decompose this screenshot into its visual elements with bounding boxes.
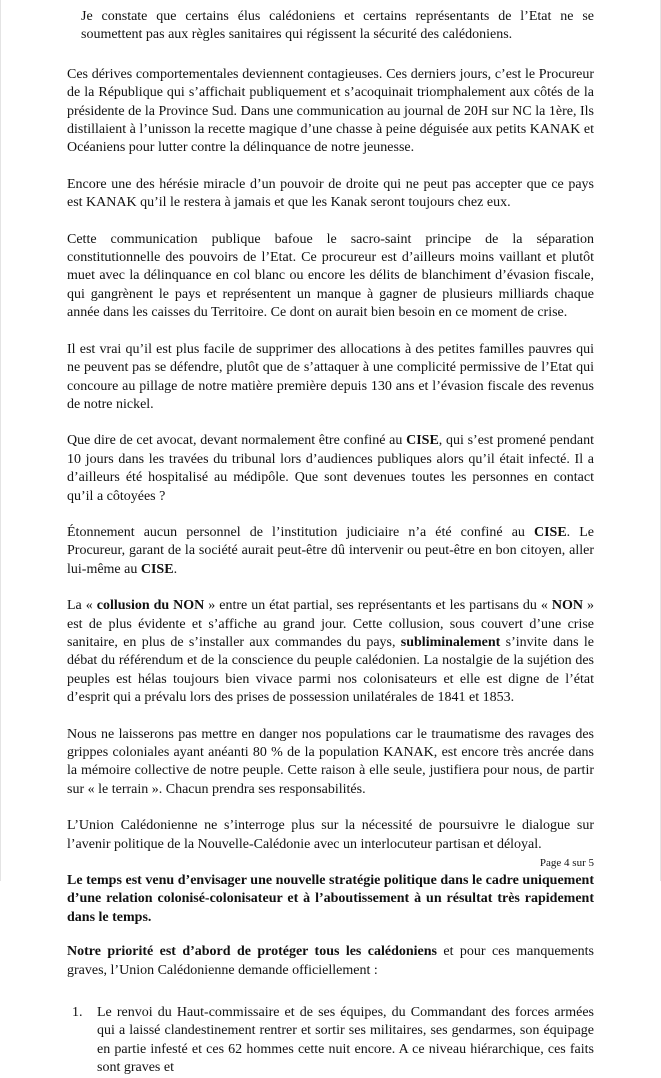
paragraph-priority: [67, 943, 594, 980]
paragraph-heresy: Encore une des hérésie miracle d’un pouvoir de droite qui ne peut pas accepter que ce pays est KANAK qu’il le restera à jamais et que les Kanak seront toujours chez eux.: [67, 176, 594, 211]
paragraph-judiciary: [67, 524, 594, 579]
bold-cise: CISE: [406, 433, 439, 449]
list-item: [67, 1004, 594, 1078]
text-segment: s’invite dans le débat du référendum et de la conscience du peuple calédonien. La nostalgie de la sujétion des peuples est hélas toujours bien vivace parmi nos colonisateurs et elle est digne de l’état d’esprit qui a prévalu lors des prises de possession unilatérales de 1841 et 1853.: [67, 634, 594, 706]
paragraph-collusion: [67, 597, 594, 707]
bold-cise: CISE: [140, 561, 174, 577]
text-segment: La «: [67, 598, 97, 614]
text-segment: , qui s’est promené pendant 10 jours dans les travées du tribunal lors d’audiences publiques alors qu’il était infecté. Il a d’ailleurs été hospitalisé au médipôle. Que sont devenues toutes les personnes en contact qu’il a côtoyées ?: [67, 433, 594, 504]
text-segment: .: [173, 561, 178, 577]
demands-list: [67, 1004, 594, 1078]
bold-cise: CISE: [533, 524, 567, 540]
paragraph-separation-powers: Cette communication publique bafoue le sacro-saint principe de la séparation constitutionnelle des pouvoirs de l’Etat. Ce procureur est d’ailleurs moins vaillant et plutôt muet avec la délinquance en col blanc ou encore les délits de blanchiment d’évasion fiscale, qui gangrènent le pays et représentent un manque à gagner de plusieurs milliards chaque année dans les caisses du Territoire. Ce dont on aurait bien besoin en ce moment de crise.: [67, 231, 594, 321]
text-segment: Que dire de cet avocat, devant normalement être confiné au: [67, 433, 407, 449]
list-item-number: 1.: [72, 1005, 83, 1021]
paragraph-new-strategy: Le temps est venu d’envisager une nouvelle stratégie politique dans le cadre uniquement d’une relation colonisé-colonisateur et à l’aboutissement à un résultat très rapidement dans le temps.: [67, 873, 594, 925]
paragraph-dialogue: L’Union Calédonienne ne s’interroge plus sur la nécessité de poursuivre le dialogue sur l’avenir politique de la Nouvelle-Calédonie avec un interlocuteur partisan et déloyal.: [67, 818, 594, 852]
text-segment: » entre un état partial, ses représentants et les partisans du «: [204, 598, 552, 614]
bold-subliminalement: subliminalement: [400, 634, 501, 650]
bold-non: NON: [551, 598, 584, 614]
paragraph-intro: Je constate que certains élus calédoniens et certains représentants de l’Etat ne se soumettent pas aux règles sanitaires qui régissent la sécurité des calédoniens.: [81, 9, 594, 43]
list-item-text: Le renvoi du Haut-commissaire et de ses équipes, du Commandant des forces armées qui a laissé clandestinement rentrer et sortir ses militaires, ses gendarmes, son équipage en partie infesté et ces 62 hommes cette nuit encore. A ce niveau hiérarchique, ces faits sont graves et: [97, 1005, 594, 1076]
paragraph-contagious: Ces dérives comportementales deviennent contagieuses. Ces derniers jours, c’est le Procureur de la République qui s’affichait publiquement et s’acoquinait triomphalement aux côtés de la présidente de la Province Sud. Dans une communication au journal de 20H sur NC la 1ère, Ils distillaient à l’unisson la recette magique d’une chasse à peine déguisée aux petits KANAK et Océaniens pour lutter contre la délinquance de notre jeunesse.: [67, 66, 594, 156]
page-number: Page 4 sur 5: [539, 857, 594, 869]
paragraph-populations: Nous ne laisserons pas mettre en danger nos populations car le traumatisme des ravages des grippes coloniales ayant anéanti 80 % de la population KANAK, est encore très ancrée dans la mémoire collective de notre peuple. Cette raison à elle seule, justifiera pour nous, de partir sur « le terrain ». Chacun prendra ses responsabilités.: [67, 726, 594, 797]
text-segment: » est de plus évidente et s’affiche au grand jour. Cette collusion, sous couvert d’une crise sanitaire, en plus de s’installer aux commandes du pays,: [67, 598, 595, 650]
text-segment: . Le Procureur, garant de la société aurait peut-être dû intervenir ou peut-être en bon citoyen, aller lui-même au: [67, 524, 595, 577]
paragraph-lawyer: [67, 432, 594, 506]
bold-collusion-non: collusion du NON: [96, 598, 205, 614]
text-segment: et pour ces manquements graves, l’Union Calédonienne demande officiellement :: [67, 944, 594, 978]
paragraph-allocations: Il est vrai qu’il est plus facile de supprimer des allocations à des petites familles pauvres qui ne peuvent pas se défendre, plutôt que de s’attaquer à une complicité permissive de l’Etat qui concoure au pillage de notre matière première depuis 130 ans et l’évasion fiscale des revenus de notre nickel.: [67, 341, 594, 412]
bold-priority: Notre priorité est d’abord de protéger tous les calédoniens: [67, 944, 438, 960]
text-segment: Étonnement aucun personnel de l’institution judiciaire n’a été confiné au: [67, 524, 534, 540]
